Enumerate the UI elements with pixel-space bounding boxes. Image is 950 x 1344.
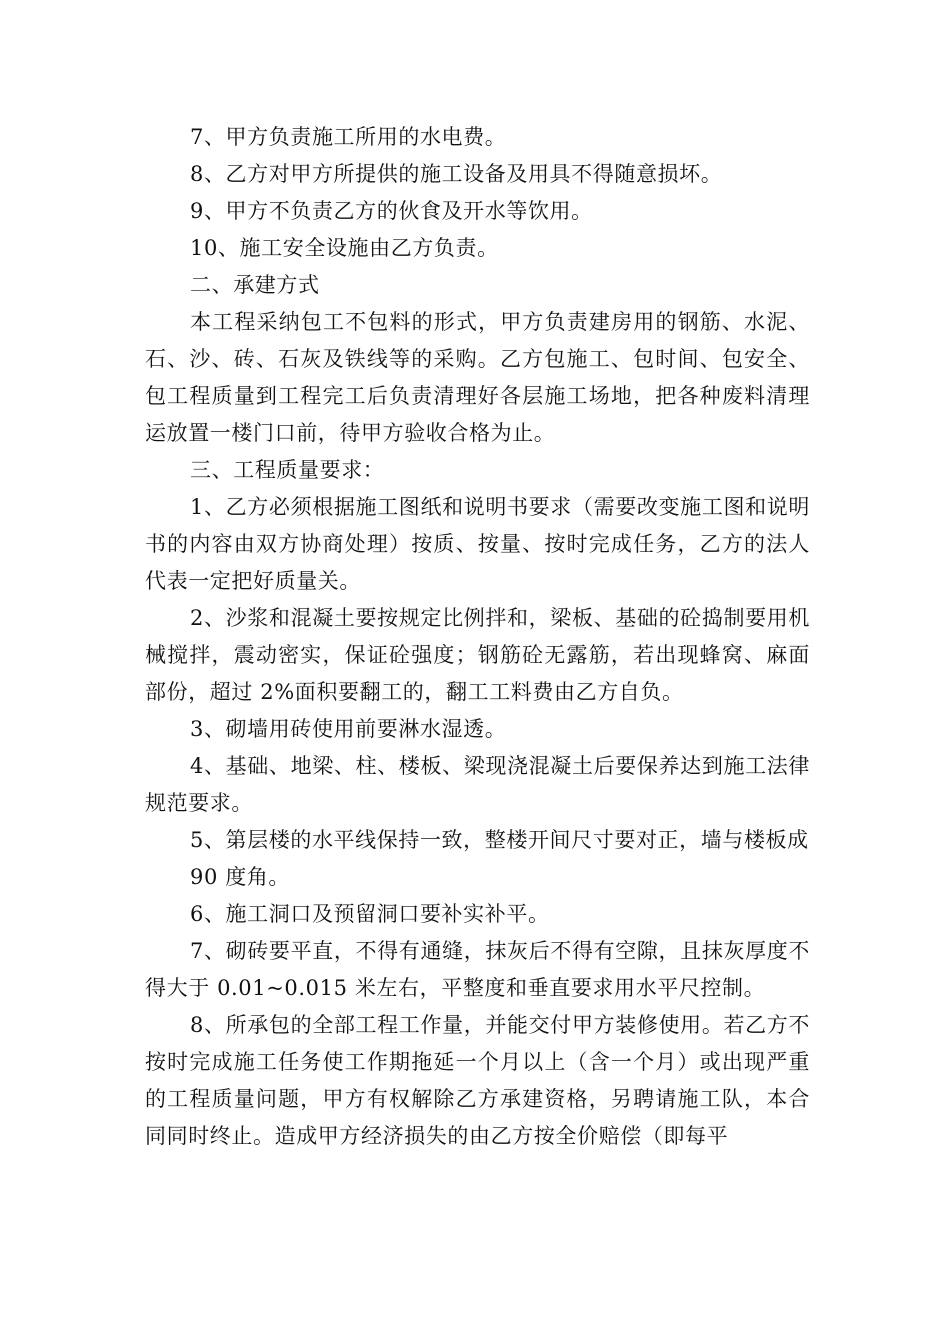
clause-8-equipment: 8、乙方对甲方所提供的施工设备及用具不得随意损坏。 bbox=[190, 162, 723, 186]
quality-item-4: 4、基础、地梁、柱、楼板、梁现浇混凝土后要保养达到施工法律规范要求。 bbox=[145, 754, 810, 815]
document-body bbox=[145, 119, 810, 1155]
quality-item-3: 3、砌墙用砖使用前要淋水湿透。 bbox=[190, 717, 507, 741]
clause-7-utilities: 7、甲方负责施工所用的水电费。 bbox=[190, 125, 507, 149]
quality-item-5-continuation: 90 度角。 bbox=[190, 865, 290, 889]
construction-method-paragraph: 本工程采纳包工不包料的形式，甲方负责建房用的钢筋、水泥、石、沙、砖、石灰及铁线等的采购。乙方包施工、包时间、包安全、包工程质量到工程完工后负责清理好各层施工场地，把各种废料清理运放置一楼门口前，待甲方验收合格为止。 bbox=[145, 310, 810, 445]
quality-item-5: 5、第层楼的水平线保持一致，整楼开间尺寸要对正，墙与楼板成 bbox=[190, 828, 809, 852]
quality-item-1: 1、乙方必须根据施工图纸和说明书要求（需要改变施工图和说明书的内容由双方协商处理）按质、按量、按时完成任务，乙方的法人代表一定把好质量关。 bbox=[145, 495, 810, 593]
clause-9-meals: 9、甲方不负责乙方的伙食及开水等饮用。 bbox=[190, 199, 593, 223]
quality-item-7: 7、砌砖要平直，不得有通缝，抹灰后不得有空隙，且抹灰厚度不得大于 0.01~0.015 米左右，平整度和垂直要求用水平尺控制。 bbox=[145, 939, 810, 1000]
clause-10-safety: 10、施工安全设施由乙方负责。 bbox=[190, 236, 499, 260]
section-heading-construction-method: 二、承建方式 bbox=[190, 273, 320, 297]
quality-item-6: 6、施工洞口及预留洞口要补实补平。 bbox=[190, 902, 550, 926]
quality-item-2: 2、沙浆和混凝土要按规定比例拌和，梁板、基础的砼捣制要用机械搅拌，震动密实，保证砼强度；钢筋砼无露筋，若出现蜂窝、麻面部份，超过 2%面积要翻工的，翻工工料费由乙方自负。 bbox=[145, 606, 810, 704]
quality-item-8: 8、所承包的全部工程工作量，并能交付甲方装修使用。若乙方不按时完成施工任务使工作期拖延一个月以上（含一个月）或出现严重的工程质量问题，甲方有权解除乙方承建资格，另聘请施工队，本合同同时终止。造成甲方经济损失的由乙方按全价赔偿（即每平 bbox=[145, 1013, 810, 1148]
section-heading-quality-requirements: 三、工程质量要求： bbox=[190, 458, 385, 482]
